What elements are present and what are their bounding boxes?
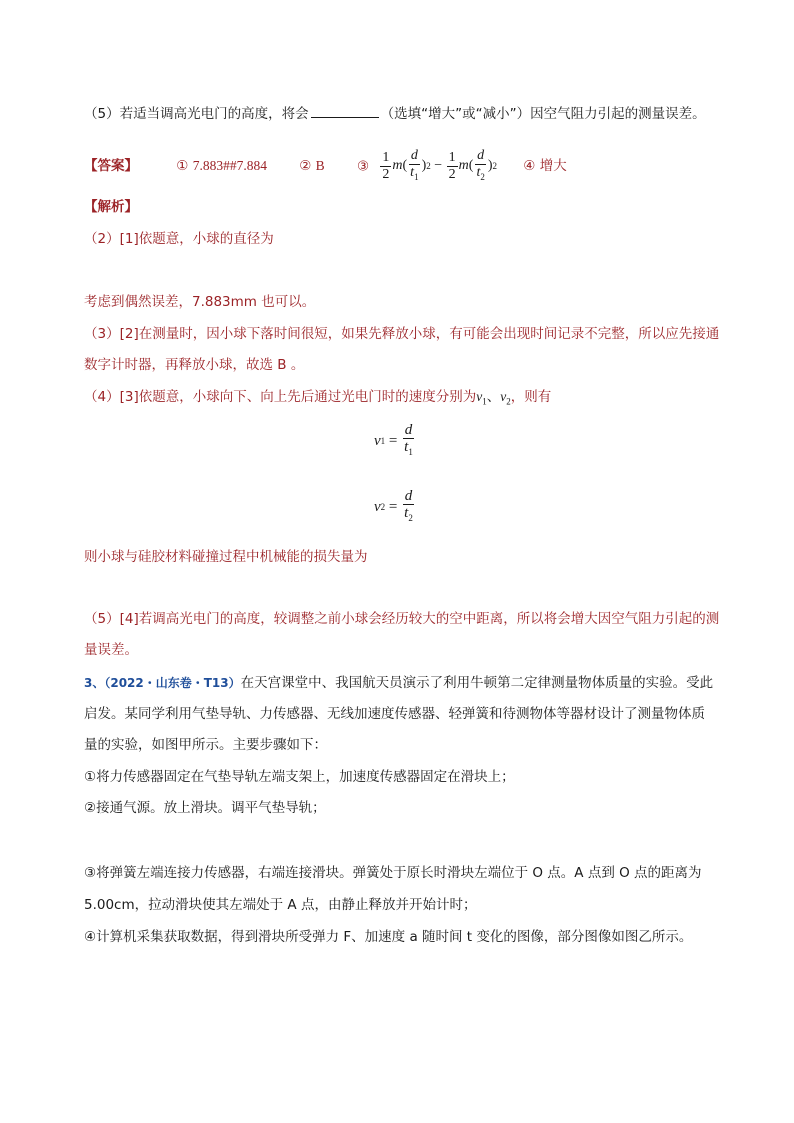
question-3-line2: 启发。某同学利用气垫导轨、力传感器、无线加速度传感器、轻弹簧和待测物体等器材设计了测量物体质 <box>84 706 705 722</box>
question-3-line1 <box>84 673 713 693</box>
analysis-p4 <box>84 387 551 412</box>
analysis-p5-line2: 量误差。 <box>84 642 138 658</box>
answer-item-4-num: ④ <box>523 158 536 175</box>
analysis-p4-suffix: ，则有 <box>510 389 552 405</box>
energy-loss-formula: $\frac{1}{2}$ m ( $\frac{d}{t_1}$ ) 2 − $\frac{1}{2}$ m ( $\frac{d}{t_2}$ ) 2 <box>382 148 497 182</box>
answer-item-1-text: 7.883##7.884 <box>192 158 267 174</box>
question-3-text-1: 在天宫课堂中、我国航天员演示了利用牛顿第二定律测量物体质量的实验。受此 <box>240 675 714 691</box>
answer-item-4-text: 增大 <box>539 158 567 175</box>
analysis-label: 【解析】 <box>84 199 138 215</box>
analysis-p3-line2: 数字计时器，再释放小球，故选 B 。 <box>84 357 305 373</box>
step-2: ②接通气源。放上滑块。调平气垫导轨； <box>84 800 326 816</box>
analysis-p2: （2）[1]依题意，小球的直径为 <box>84 231 274 247</box>
q5-suffix: （选填“增大”或“减小”）因空气阻力引起的测量误差。 <box>380 106 706 122</box>
question-5 <box>84 103 706 124</box>
question-3-number: 3、（2022・山东卷・T13） <box>84 676 241 690</box>
answer-item-2-num: ② <box>299 158 312 175</box>
answer-item-4 <box>523 156 566 176</box>
analysis-p4-prefix: （4）[3]依题意，小球向下、向上先后通过光电门时的速度分别为 <box>84 389 477 405</box>
formula-v2: v 2 = $\frac{d}{t_2}$ <box>374 488 413 523</box>
answer-item-3-num: ③ <box>356 158 370 175</box>
answer-item-2-text: B <box>315 158 325 174</box>
answer-label: 【答案】 <box>84 158 138 175</box>
answer-item-1 <box>176 156 267 176</box>
question-3-line3: 量的实验，如图甲所示。主要步骤如下： <box>84 737 327 753</box>
q5-prefix: （5）若适当调高光电门的高度，将会 <box>84 106 309 122</box>
formula-v1: v 1 = $\frac{d}{t_1}$ <box>374 422 413 457</box>
step-3-line1: ③将弹簧左端连接力传感器，右端连接滑块。弹簧处于原长时滑块左端位于 O 点。A 点到 O 点的距离为 <box>84 865 702 881</box>
step-4: ④计算机采集获取数据，得到滑块所受弹力 F、加速度 a 随时间 t 变化的图像，部分图像如图乙所示。 <box>84 929 693 945</box>
answer-item-2 <box>299 156 324 176</box>
analysis-p5-line1: （5）[4]若调高光电门的高度，较调整之前小球会经历较大的空中距离，所以将会增大因空气阻力引起的测 <box>84 611 720 627</box>
analysis-p2b: 考虑到偶然误差，7.883mm 也可以。 <box>84 294 316 310</box>
analysis-p3-line1: （3）[2]在测量时，因小球下落时间很短，如果先释放小球，有可能会出现时间记录不完整，所以应先接通 <box>84 326 720 342</box>
answer-blank[interactable] <box>311 103 379 118</box>
velocity-symbols: $v_1$、$v_2$ <box>476 389 511 407</box>
step-1: ①将力传感器固定在气垫导轨左端支架上，加速度传感器固定在滑块上； <box>84 769 515 785</box>
answer-item-1-num: ① <box>176 158 189 175</box>
step-3-line2: 5.00cm，拉动滑块使其左端处于 A 点，由静止释放并开始计时； <box>84 897 477 913</box>
answer-item-3 <box>357 148 497 185</box>
answer-line <box>84 148 595 185</box>
analysis-p4b: 则小球与硅胶材料碰撞过程中机械能的损失量为 <box>84 549 368 565</box>
